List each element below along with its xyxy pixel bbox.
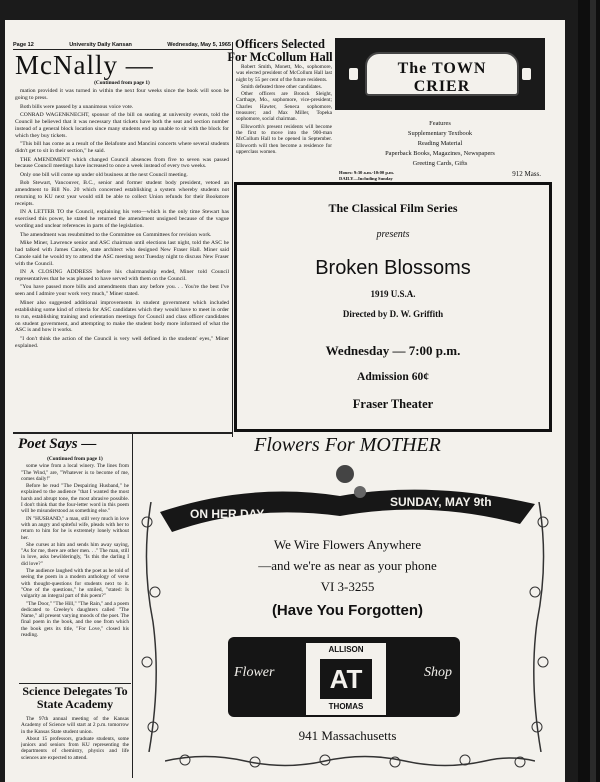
flowers-headline: Flowers For MOTHER [254,434,441,456]
continued-note: (Continued from page 1) [94,80,150,86]
lantern-icon [522,68,531,80]
crier-sign [335,38,545,110]
near-line: —and we're as near as your phone [258,558,437,573]
article-paragraph: IN A CLOSING ADDRESS before his chairmanship ended, Miner told Council representatives that he was pleased to have served with them on the Council. [15,269,229,283]
poet-article [21,456,129,682]
science-article [21,716,129,778]
shop-address: 941 Massachusetts [298,728,397,743]
masthead [13,42,231,48]
article-paragraph: Before he read "The Despairing Husband," he explained to the audience "that I wanted the most harsh and abrupt tone, the most abrasive possible. I don't think that the four-letter word in this poem will be misunderstood as something else." [21,483,129,515]
article-paragraph: IN "HUSBAND," a man, still very much in love with an angry and spiteful wife, pleads with her to return to him for he is extremely lonely without her. [21,515,129,541]
article-paragraph: About 15 professors, graduate students, some juniors and seniors from KU representing the departments of chemistry, physics and life sciences are expected to attend. [21,735,129,761]
forgotten-line: (Have You Forgotten) [271,602,424,619]
issue-date: Wednesday, May 5, 1965 [167,42,231,48]
article-paragraph: "I don't think the action of the Council is very well defined in the students' eyes," Miner explained. [15,335,229,349]
article-paragraph: Mike Miner, Lawrence senior and ASC chairman until elections last night, told the ASC he had talked with James Canole, state architect who designed New Fraser Hall. Miner said Canole said he would try to attend the ASC meeting next Tuesday night to discuss New Fraser with the Council. [15,240,229,267]
town-crier-ad [335,38,545,181]
mcnally-headline: McNally — [15,50,154,80]
crier-feature: Reading Material [417,140,463,147]
article-paragraph: The amendment was resubmitted to the Committee on Committees for revision work. [20,231,212,238]
crier-address: 912 Mass. [512,170,541,178]
monogram-letters: AT [320,659,372,699]
article-paragraph: Bob Stewart, Vancouver, B.C., senior and former student body president, vetoed an amendment to Bill No. 20 which concerned establishing a system whereby students not returning to KU next year would still be able to collect Union refunds for their Bookstore receipts. [15,180,229,207]
continued-note: (Continued from page 1) [47,456,103,462]
article-paragraph: Smith defeated three other candidates. [241,83,323,90]
article-paragraph: mation provided it was turned in within the next four weeks since the book will soon be going to press. [15,88,229,102]
article-paragraph: Robert Smith, Monett, Mo., sophomore, was elected president of McCollum Hall last night by 55 per cent of the future residents. [236,64,332,83]
film-year: 1919 U.S.A. [370,289,416,299]
crier-feature: Paperback Books, Magazines, Newspapers [385,150,495,157]
crier-daily: DAILY—Including Sunday [339,176,393,181]
science-headline: Science Delegates To State Academy [22,684,128,711]
article-paragraph: CONRAD WAGENKNECHT, sponsor of the bill on seating at university events, told the Council he believed that it was necessary that tickets have both the seat and section number instead of a general block location since many students end up unable to sit with the block for which they buy tickets. [15,112,229,139]
article-paragraph: The 97th annual meeting of the Kansas Academy of Science will start at 2 p.m. tomorrow in the Kansas State student union. [21,716,129,735]
article-paragraph: IN A LETTER TO the Council, explaining his veto—which is the only time Stewart has exercised this power, he stated he returned the amendment unsigned because of the vague wording and unclear references in parts of the legislation. [15,209,229,230]
crier-feature: Greeting Cards, Gifts [412,160,468,167]
film-admission: Admission 60¢ [357,371,429,383]
article-paragraph: Only one bill will come up under old business at the next Council meeting. [20,171,188,178]
shop-monogram [304,641,388,717]
shop-logo [228,637,460,717]
officers-headline: Officers Selected For McCollum Hall [227,37,333,64]
rose-icon [354,486,366,498]
thomas-name: THOMAS [328,702,364,711]
column-rule [132,434,133,778]
flower-border-icon [165,750,535,772]
page-edge-highlight [590,0,596,782]
crier-name: The TOWN CRIER [397,60,487,95]
crier-features-title: Features [429,120,451,127]
crier-sign-face [365,52,519,96]
shop-shop-word: Shop [424,665,452,680]
article-paragraph: The audience laughed with the poet as he told of seeing the poem in a modern anthology of verse with thought-questions for students next to it. "One of the questions," he smiled, "stated: Is vulgarity an integral part of this poem?" [21,568,129,600]
poet-headline: Poet Says — [18,436,97,452]
article-paragraph: Ellsworth's present residents will become the first to move into the 900-man McCollum Hall to be opened in September. Ellsworth will then become a residence for upperclass women. [236,123,332,155]
column-rule [232,42,233,437]
film-presents: presents [376,229,410,240]
film-title: Broken Blossoms [315,257,471,279]
article-paragraph: Both bills were passed by a unanimous voice vote. [20,103,134,110]
article-paragraph: THE AMENDMENT which changed Council absences from five to seven was passed because Council meetings have increased to once a week instead of every two weeks. [15,156,229,170]
rose-icon [336,465,354,483]
article-paragraph: "This bill has come as a result of the Belafonte and Mancini concerts where several students didn't get to sit in their section," he said. [15,141,229,155]
article-paragraph: "The Door," "The Hill," "The Rain," and a poem dedicated to Creeley's daughters called "The Name," all present varying moods of the poet. The final poem in the book, and the one from which the book gets its title, "For Love," closed his reading. [21,600,129,639]
mothers-day-banner [160,460,535,542]
wire-line: We Wire Flowers Anywhere [273,537,422,552]
banner-right-text: SUNDAY, MAY 9th [390,495,492,509]
crier-feature: Supplementary Textbook [407,130,473,137]
article-paragraph: She curses at him and sends him away saying, "As for me, there are other men. . ." The man, still in love, asks bewilderingly, "Is this the darling I did love?" [21,541,129,567]
flowers-ad [135,432,560,782]
lantern-icon [349,68,358,80]
mcnally-article [15,80,229,435]
article-paragraph: Other officers are Bronck Sleight, Carthage, Mo., sophomore, vice-president; Charles Hawter, Seneca sophomore, treasurer; and Max Miller, Topeka sophomore, social chairman. [236,91,332,123]
article-paragraph: some wine from a local winery. The lines from "The Wind," are, "Whatever is to become of me, comes daily!" [21,463,129,482]
article-paragraph: Miner also suggested additional improvements in student government which included establishing some kind of criteria for ASC candidates which they would have to meet in order to run, establishing training and orientation meetings for Council and class officer candidates on student government, and attempting to make the student body more informed of what the ASC is and how it works. [15,299,229,334]
film-director: Directed by D. W. Griffith [342,309,444,319]
film-venue: Fraser Theater [352,397,434,411]
page-number: Page 12 [13,42,34,48]
newspaper-page [5,20,565,782]
article-paragraph: "You have passed more bills and amendments than any before you. . . You're the best I've seen and I admire your work very much," Miner stated. [15,284,229,298]
phone-number: VI 3-3255 [320,579,375,594]
film-series: The Classical Film Series [328,201,458,215]
crier-hours: Hours: 9:30 a.m.-10:00 p.m. [339,170,394,175]
paper-name: University Daily Kansan [69,42,132,48]
officers-article [236,64,332,179]
film-series-ad [234,182,552,432]
shop-flower-word: Flower [234,665,275,680]
allison-name: ALLISON [328,645,364,654]
page-edge [578,0,600,782]
film-time: Wednesday — 7:00 p.m. [325,343,461,358]
banner-left-text: ON HER DAY [190,507,265,521]
